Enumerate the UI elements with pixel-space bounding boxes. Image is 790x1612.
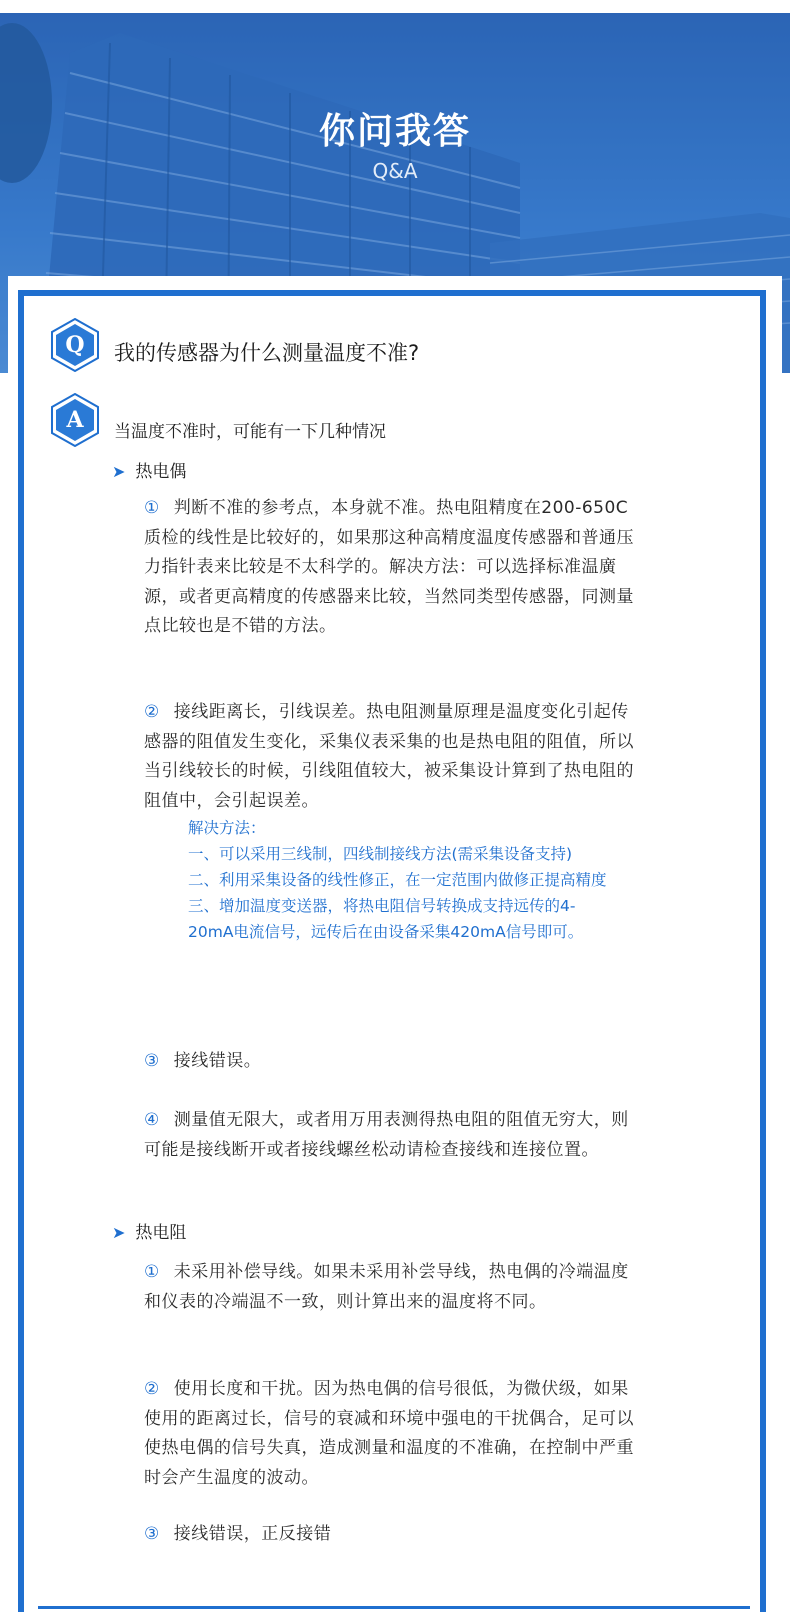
item-number: ③ <box>144 1051 160 1071</box>
solution-line: 三、增加温度变送器，将热电阻信号转换成支持远传的4- 20mA电流信号，远传后在由设备采集420mA信号即可。 <box>188 897 584 941</box>
question-hex-icon <box>50 318 100 372</box>
item-text: 测量值无限大，或者用万用表测得热电阻的阻值无穷大，则可能是接线断开或者接线螺丝松动请检查接线和连接位置。 <box>144 1110 629 1160</box>
item-text: 接线错误，正反接错 <box>173 1524 332 1544</box>
item-number: ③ <box>144 1524 160 1544</box>
page-title: 你问我答 <box>318 111 471 152</box>
list-item <box>144 1047 642 1077</box>
solution-line: 一、可以采用三线制，四线制接线方法(需采集设备支持) <box>188 845 573 863</box>
solution-title: 解决方法： <box>188 819 266 837</box>
item-number: ① <box>144 498 160 518</box>
arrow-right-icon: ➤ <box>112 462 126 481</box>
list-item <box>144 494 642 642</box>
list-item <box>144 698 642 816</box>
solution-block <box>188 815 608 945</box>
list-item <box>144 1258 642 1317</box>
list-item <box>144 1106 642 1165</box>
answer-badge: A <box>66 407 84 433</box>
solution-line: 二、利用采集设备的线性修正，在一定范围内做修正提高精度 <box>188 871 607 889</box>
page-subtitle: Q&A <box>372 159 418 183</box>
item-text: 未采用补偿导线。如果未采用补尝导线，热电偶的冷端温度和仪表的冷端温不一致，则计算出来的温度将不同。 <box>144 1262 629 1312</box>
item-number: ① <box>144 1262 160 1282</box>
list-item <box>144 1375 642 1493</box>
item-text: 判断不准的参考点，本身就不准。热电阻精度在200-650C质检的线性是比较好的，如果那这种高精度温度传感器和普通压力指针表来比较是不太科学的。解决方法：可以选择标准温廣源，或者更高精度的传感器来比较，当然同类型传感器，同测量点比较也是不错的方法。 <box>144 498 634 636</box>
section-heading-thermocouple <box>112 457 186 482</box>
item-number: ② <box>144 1379 160 1399</box>
section-title: 热电阻 <box>135 1223 187 1243</box>
question-text: 我的传感器为什么测量温度不准? <box>114 341 420 365</box>
arrow-right-icon: ➤ <box>112 1223 126 1242</box>
answer-intro: 当温度不准时，可能有一下几种情况 <box>114 422 386 442</box>
list-item <box>144 1520 642 1550</box>
question-badge: Q <box>65 332 85 358</box>
item-text: 接线距离长，引线误差。热电阻测量原理是温度变化引起传感器的阻值发生变化，采集仪表采集的也是热电阻的阻值，所以当引线较长的时候，引线阻值较大，被采集设计算到了热电阻的阻值中，会引起误差。 <box>144 702 634 811</box>
item-text: 接线错误。 <box>173 1051 262 1071</box>
item-number: ② <box>144 702 160 722</box>
answer-hex-icon <box>50 393 100 447</box>
section-heading-rtd <box>112 1218 186 1243</box>
item-number: ④ <box>144 1110 160 1130</box>
section-title: 热电偶 <box>135 462 187 482</box>
item-text: 使用长度和干扰。因为热电偶的信号很低，为微伏级，如果使用的距离过长，信号的衰减和环境中强电的干扰偶合，足可以使热电偶的信号失真，造成测量和温度的不准确，在控制中严重时会产生温度的波动。 <box>144 1379 634 1488</box>
card-bottom-divider <box>38 1606 750 1609</box>
